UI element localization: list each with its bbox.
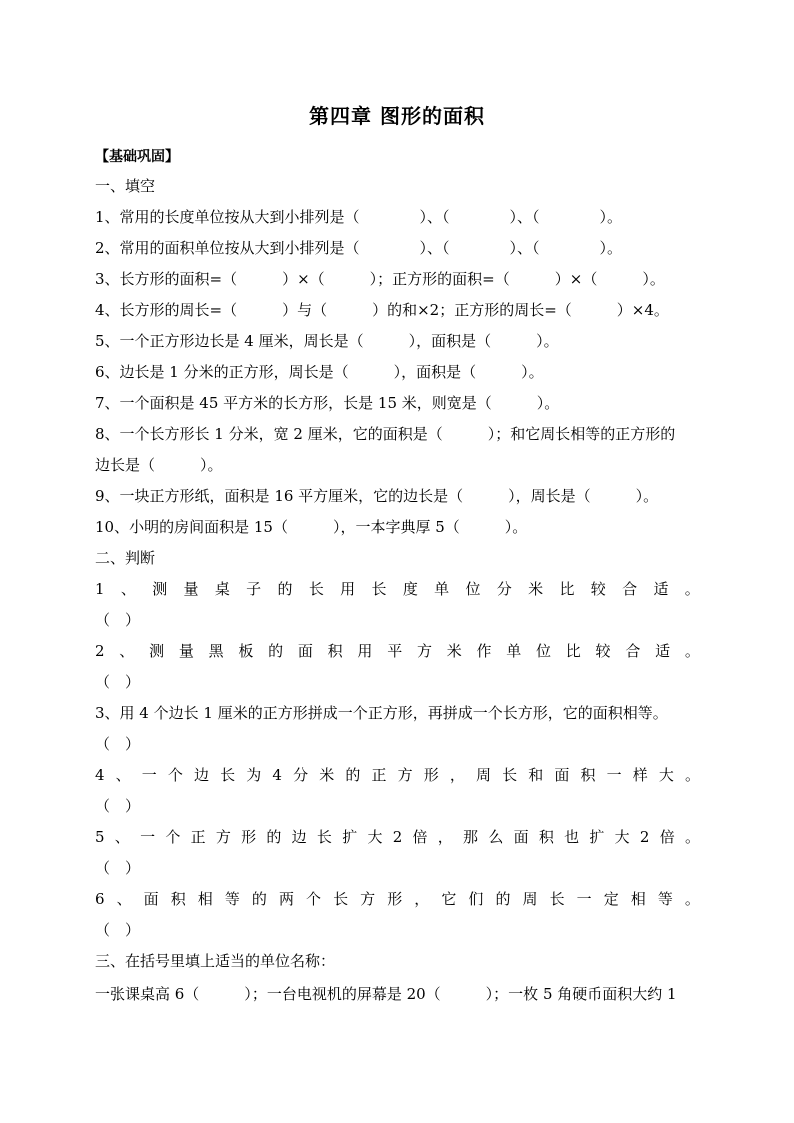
fill-question-4: 4、长方形的周长=（ ）与（ ）的和×2；正方形的周长=（ ）×4。 xyxy=(95,301,669,319)
spread-char: 方 xyxy=(416,642,432,660)
spread-char: 正 xyxy=(190,828,206,846)
part3-heading: 三、在括号里填上适当的单位名称： xyxy=(95,952,336,970)
spread-char: 长 xyxy=(502,766,518,784)
spread-char: 、 xyxy=(119,642,135,660)
spread-char: 的 xyxy=(251,890,267,908)
spread-char: 积 xyxy=(538,828,554,846)
spread-char: 较 xyxy=(595,642,611,660)
spread-char: 单 xyxy=(506,642,522,660)
spread-char: 个 xyxy=(167,766,183,784)
spread-char: 大 xyxy=(658,766,674,784)
part1-heading: 一、填空 xyxy=(95,177,156,195)
spread-char: 面 xyxy=(143,890,159,908)
spread-char: 。 xyxy=(684,766,700,784)
fill-question-10: 10、小明的房间面积是 15（ ），一本字典厚 5（ ）。 xyxy=(95,518,528,536)
spread-char: 用 xyxy=(357,642,373,660)
spread-char: 一 xyxy=(576,890,592,908)
spread-char: 单 xyxy=(434,580,450,598)
judge-question-4 xyxy=(95,764,700,786)
spread-char: 扩 xyxy=(589,828,605,846)
spread-char: 相 xyxy=(197,890,213,908)
spread-char: 倍 xyxy=(659,828,675,846)
spread-char: 形 xyxy=(241,828,257,846)
spread-char: 2 xyxy=(95,642,105,660)
judge-blank-2: （ ） xyxy=(95,673,141,691)
spread-char: 位 xyxy=(536,642,552,660)
spread-char: 板 xyxy=(238,642,254,660)
spread-char: 5 xyxy=(95,828,105,846)
spread-char: 的 xyxy=(277,580,293,598)
spread-char: 长 xyxy=(549,890,565,908)
spread-char: 分 xyxy=(496,580,512,598)
spread-char: 等 xyxy=(657,890,673,908)
spread-char: 2 xyxy=(392,828,403,846)
spread-char: 米 xyxy=(528,580,544,598)
judge-question-5 xyxy=(95,826,700,848)
spread-char: 、 xyxy=(115,766,131,784)
spread-char: 个 xyxy=(306,890,322,908)
spread-char: 测 xyxy=(152,580,168,598)
spread-char: 量 xyxy=(183,580,199,598)
spread-char: 较 xyxy=(590,580,606,598)
spread-char: 长 xyxy=(220,766,236,784)
page-title: 第四章 图形的面积 xyxy=(309,104,485,128)
spread-char: 个 xyxy=(165,828,181,846)
spread-char: 和 xyxy=(528,766,544,784)
judge-question-2 xyxy=(95,640,700,662)
spread-char: 。 xyxy=(684,580,700,598)
spread-char: 比 xyxy=(565,642,581,660)
judge-question-3: 3、用 4 个边长 1 厘米的正方形拼成一个正方形，再拼成一个长方形，它的面积相等。 xyxy=(95,704,668,722)
part2-heading: 二、判断 xyxy=(95,549,156,567)
spread-char: 黑 xyxy=(208,642,224,660)
spread-char: 为 xyxy=(246,766,262,784)
spread-char: 分 xyxy=(293,766,309,784)
spread-char: 、 xyxy=(114,828,130,846)
spread-char: 形 xyxy=(423,766,439,784)
spread-char: 适 xyxy=(655,642,671,660)
spread-char: 6 xyxy=(95,890,105,908)
spread-char: 。 xyxy=(684,828,700,846)
spread-char: 一 xyxy=(140,828,156,846)
spread-char: 相 xyxy=(630,890,646,908)
spread-char: 面 xyxy=(513,828,529,846)
spread-char: 子 xyxy=(246,580,262,598)
spread-char: 位 xyxy=(465,580,481,598)
spread-char: 边 xyxy=(291,828,307,846)
spread-char: 样 xyxy=(632,766,648,784)
fill-question-2: 2、常用的面积单位按从大到小排列是（ ）、（ ）、（ ）。 xyxy=(95,239,623,257)
spread-char: 适 xyxy=(653,580,669,598)
spread-char: 正 xyxy=(371,766,387,784)
spread-char: 积 xyxy=(170,890,186,908)
spread-char: 边 xyxy=(194,766,210,784)
spread-char: 平 xyxy=(387,642,403,660)
spread-char: 两 xyxy=(278,890,294,908)
spread-char: 。 xyxy=(684,642,700,660)
spread-char: 也 xyxy=(564,828,580,846)
fill-question-8-cont: 边长是（ ）。 xyxy=(95,456,223,474)
spread-char: 2 xyxy=(639,828,650,846)
spread-char: ， xyxy=(449,766,465,784)
fill-question-9: 9、一块正方形纸，面积是 16 平方厘米，它的边长是（ ），周长是（ ）。 xyxy=(95,487,659,505)
spread-char: 用 xyxy=(340,580,356,598)
spread-char: 大 xyxy=(614,828,630,846)
spread-char: 桌 xyxy=(214,580,230,598)
spread-char: 扩 xyxy=(342,828,358,846)
fill-question-1: 1、常用的长度单位按从大到小排列是（ ）、（ ）、（ ）。 xyxy=(95,208,623,226)
spread-char: 的 xyxy=(268,642,284,660)
spread-char: 比 xyxy=(559,580,575,598)
spread-char: 倍 xyxy=(412,828,428,846)
spread-char: 定 xyxy=(603,890,619,908)
spread-char: 一 xyxy=(141,766,157,784)
spread-char: 面 xyxy=(297,642,313,660)
section-label: 【基础巩固】 xyxy=(95,149,179,165)
spread-char: 4 xyxy=(95,766,105,784)
spread-char: 、 xyxy=(116,890,132,908)
spread-char: 作 xyxy=(476,642,492,660)
spread-char: 长 xyxy=(371,580,387,598)
spread-char: ， xyxy=(414,890,430,908)
spread-char: 、 xyxy=(120,580,136,598)
spread-char: 米 xyxy=(319,766,335,784)
spread-char: 合 xyxy=(622,580,638,598)
unit-question-line: 一张课桌高 6（ ）；一台电视机的屏幕是 20（ ）；一枚 5 角硬币面积大约 1 xyxy=(95,985,677,1003)
spread-char: 合 xyxy=(625,642,641,660)
spread-char: 周 xyxy=(522,890,538,908)
judge-question-6 xyxy=(95,888,700,910)
spread-char: 积 xyxy=(580,766,596,784)
spread-char: 面 xyxy=(554,766,570,784)
spread-char: 么 xyxy=(488,828,504,846)
spread-char: 周 xyxy=(475,766,491,784)
spread-char: 测 xyxy=(149,642,165,660)
spread-char: 们 xyxy=(468,890,484,908)
spread-char: 的 xyxy=(266,828,282,846)
spread-char: 的 xyxy=(495,890,511,908)
judge-question-1 xyxy=(95,578,700,600)
judge-blank-5: （ ） xyxy=(95,859,141,877)
spread-char: 方 xyxy=(397,766,413,784)
spread-char: 。 xyxy=(684,890,700,908)
spread-char: 米 xyxy=(446,642,462,660)
spread-char: 那 xyxy=(463,828,479,846)
fill-question-3: 3、长方形的面积=（ ）×（ ）；正方形的面积=（ ）×（ ）。 xyxy=(95,270,665,288)
spread-char: 一 xyxy=(606,766,622,784)
spread-char: 它 xyxy=(441,890,457,908)
judge-blank-3: （ ） xyxy=(95,735,141,753)
fill-question-8: 8、一个长方形长 1 分米，宽 2 厘米，它的面积是（ ）；和它周长相等的正方形的 xyxy=(95,425,676,443)
spread-char: ， xyxy=(437,828,453,846)
fill-question-6: 6、边长是 1 分米的正方形，周长是（ ），面积是（ ）。 xyxy=(95,363,544,381)
spread-char: 度 xyxy=(402,580,418,598)
judge-blank-4: （ ） xyxy=(95,797,141,815)
spread-char: 量 xyxy=(178,642,194,660)
spread-char: 积 xyxy=(327,642,343,660)
spread-char: 长 xyxy=(308,580,324,598)
spread-char: 方 xyxy=(360,890,376,908)
fill-question-5: 5、一个正方形边长是 4 厘米，周长是（ ），面积是（ ）。 xyxy=(95,332,559,350)
spread-char: 长 xyxy=(316,828,332,846)
spread-char: 等 xyxy=(224,890,240,908)
spread-char: 形 xyxy=(387,890,403,908)
spread-char: 的 xyxy=(345,766,361,784)
spread-char: 方 xyxy=(215,828,231,846)
judge-blank-1: （ ） xyxy=(95,611,141,629)
judge-blank-6: （ ） xyxy=(95,921,141,939)
fill-question-7: 7、一个面积是 45 平方米的长方形，长是 15 米，则宽是（ ）。 xyxy=(95,394,560,412)
spread-char: 1 xyxy=(95,580,105,598)
spread-char: 长 xyxy=(333,890,349,908)
spread-char: 4 xyxy=(272,766,282,784)
spread-char: 大 xyxy=(367,828,383,846)
